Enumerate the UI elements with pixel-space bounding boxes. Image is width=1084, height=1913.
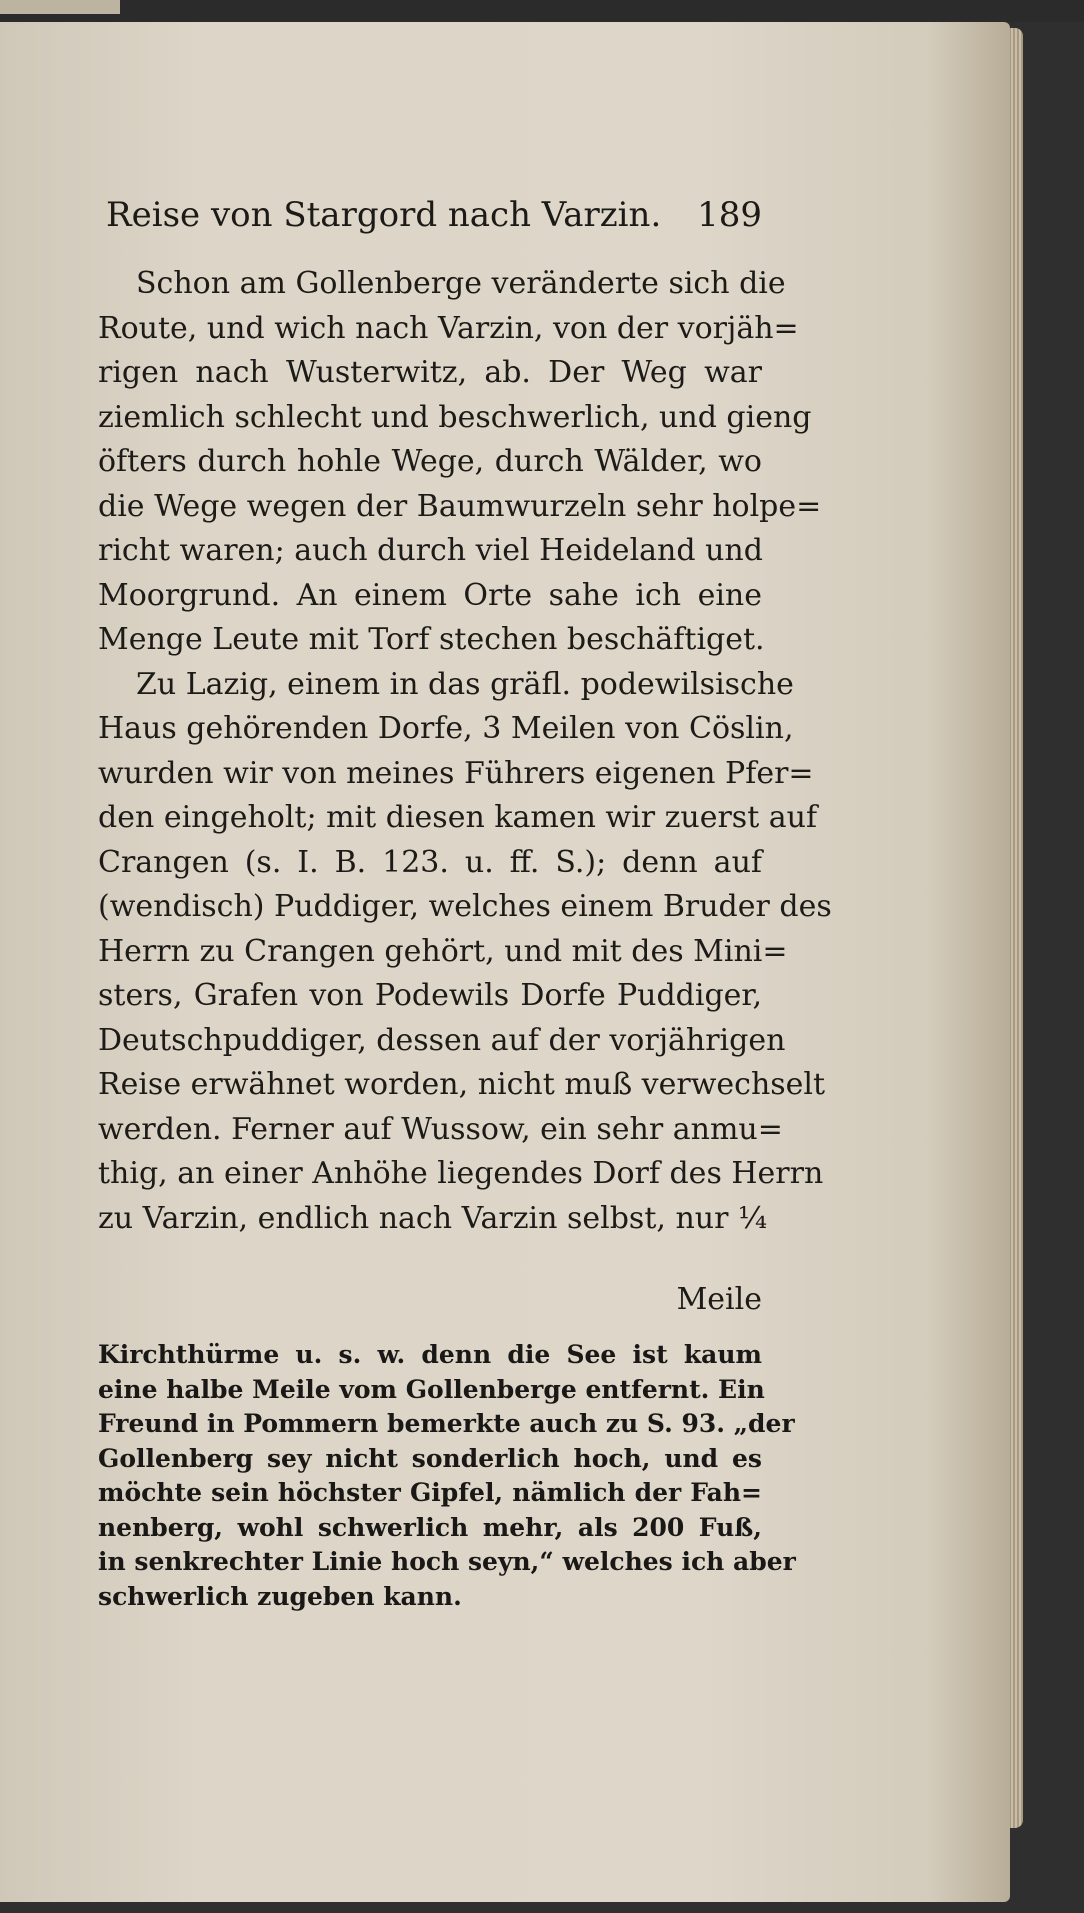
text-line: wurden wir von meines Führers eigenen Pfer= xyxy=(98,755,814,791)
text-line: Moorgrund. An einem Orte sahe ich eine xyxy=(98,577,762,613)
text-line: rigen nach Wusterwitz, ab. Der Weg war xyxy=(98,355,762,390)
text-line: zu Varzin, endlich nach Varzin selbst, nur ¼ xyxy=(98,1200,768,1236)
previous-page-edge xyxy=(0,0,120,14)
footnote-line: eine halbe Meile vom Gollenberge entfernt. Ein xyxy=(98,1374,765,1404)
footnote-line: Freund in Pommern bemerkte auch zu S. 93. „der xyxy=(98,1409,795,1438)
catchword: Meile xyxy=(676,1282,762,1317)
text-line: (wendisch) Puddiger, welches einem Bruder des xyxy=(98,889,832,924)
text-line: Crangen (s. I. B. 123. u. ff. S.); denn auf xyxy=(98,844,762,880)
footnote-line: Kirchthürme u. s. w. denn die See ist kaum xyxy=(98,1340,762,1369)
text-line: Schon am Gollenberge veränderte sich die xyxy=(136,266,786,301)
text-line: Haus gehörenden Dorfe, 3 Meilen von Cöslin, xyxy=(98,711,794,746)
scan-background-top xyxy=(0,0,1084,22)
footnote-line: schwerlich zugeben kann. xyxy=(98,1581,462,1611)
text-line: Route, und wich nach Varzin, von der vorjäh= xyxy=(98,310,799,346)
text-line: die Wege wegen der Baumwurzeln sehr holpe= xyxy=(98,488,822,524)
text-line: thig, an einer Anhöhe liegendes Dorf des Herrn xyxy=(98,1156,824,1191)
text-line: Herrn zu Crangen gehört, und mit des Mini= xyxy=(98,933,788,969)
text-line: sters, Grafen von Podewils Dorfe Puddiger, xyxy=(98,978,762,1013)
running-title: Reise von Stargord nach Varzin. xyxy=(106,195,662,235)
footnote-line: nenberg, wohl schwerlich mehr, als 200 Fuß, xyxy=(98,1512,762,1542)
running-header xyxy=(106,195,762,235)
page-number: 189 xyxy=(697,195,762,235)
text-line: werden. Ferner auf Wussow, ein sehr anmu= xyxy=(98,1111,783,1147)
text-line: öfters durch hohle Wege, durch Wälder, wo xyxy=(98,444,762,479)
text-line: ziemlich schlecht und beschwerlich, und gieng xyxy=(98,399,812,435)
text-line: Menge Leute mit Torf stechen beschäftiget. xyxy=(98,622,765,657)
text-line: richt waren; auch durch viel Heideland und xyxy=(98,533,763,568)
text-line: den eingeholt; mit diesen kamen wir zuerst auf xyxy=(98,800,818,835)
footnote-line: in senkrechter Linie hoch seyn,“ welches ich aber xyxy=(98,1547,796,1576)
text-line: Reise erwähnet worden, nicht muß verwechselt xyxy=(98,1067,826,1102)
footnote-line: Gollenberg sey nicht sonderlich hoch, und es xyxy=(98,1443,762,1473)
text-line: Deutschpuddiger, dessen auf der vorjährigen xyxy=(98,1022,786,1058)
text-line: Zu Lazig, einem in das gräfl. podewilsische xyxy=(136,666,794,702)
footnote-line: möchte sein höchster Gipfel, nämlich der Fah= xyxy=(98,1478,762,1507)
body-text xyxy=(98,262,832,1241)
footnote xyxy=(98,1338,796,1614)
